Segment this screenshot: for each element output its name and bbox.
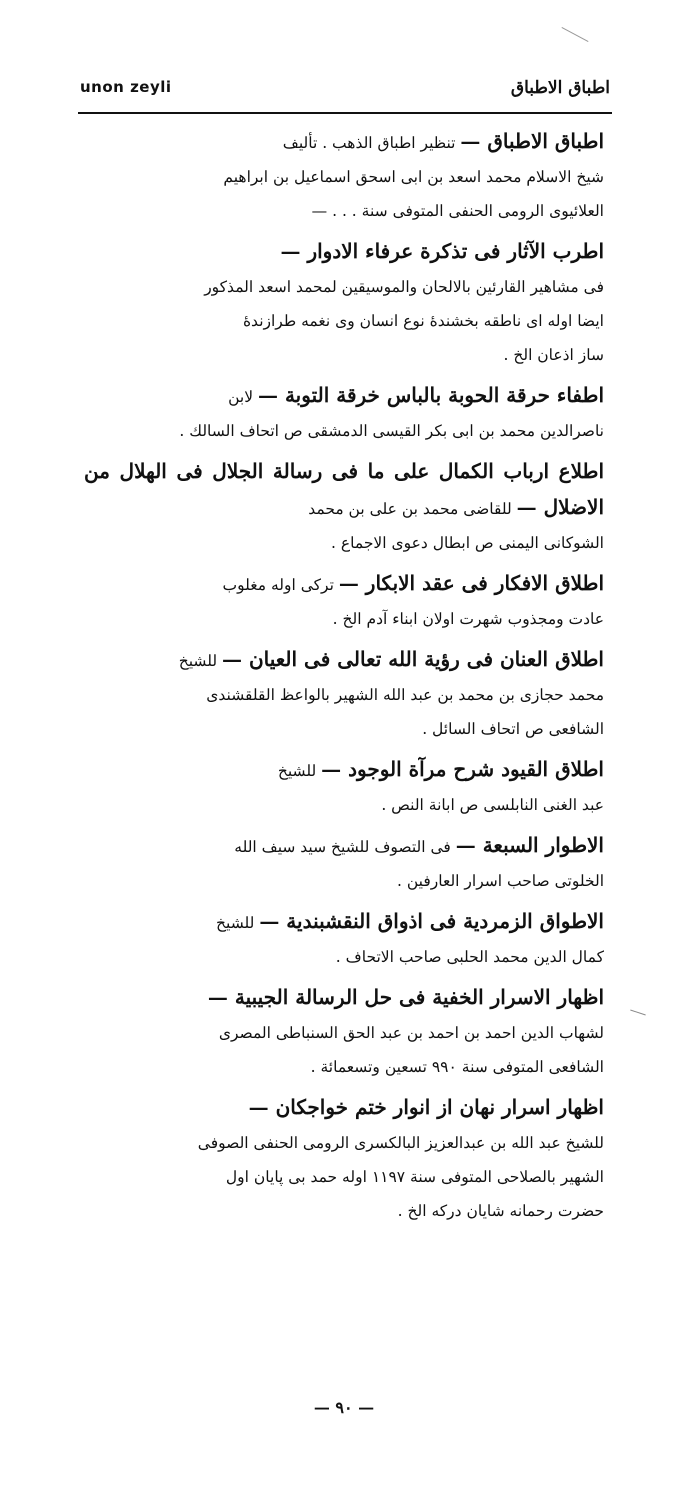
entry-text: ناصرالدين محمد بن ابى بكر القيسى الدمشقى ص اتحاف السالك . <box>179 422 604 440</box>
entry-title: اطرب الآثار فى تذكرة عرفاء الادوار — <box>280 239 604 263</box>
entry-text: محمد حجازى بن محمد بن عبد الله الشهير بالواعظ القلقشندى <box>206 686 604 704</box>
entry-text: الشهير بالصلاحى المتوفى سنة ۱۱۹۷ اوله حمد بى پايان اول <box>225 1168 604 1186</box>
entry-text: للشيخ عبد الله بن عبدالعزيز البالكسرى الرومى الحنفى الصوفى <box>197 1134 604 1152</box>
entry-title: اطلاق العنان فى رؤية الله تعالى فى العيان — <box>222 647 604 671</box>
entry-title: اظهار الاسرار الخفية فى حل الرسالة الجيبية — <box>207 985 604 1009</box>
entry-text: لابن <box>228 388 254 406</box>
entry-title: اطفاء حرقة الحوبة بالباس خرقة التوبة — <box>257 383 604 407</box>
entry-text: ايضا اوله اى ناطقه بخشندهٔ نوع انسان وى نغمه طرازندهٔ <box>242 312 604 330</box>
entry-title: اطلاق القيود شرح مرآة الوجود — <box>321 757 604 781</box>
entry-title: الاطوار السبعة — <box>455 833 604 857</box>
entry-text: فى مشاهير القارئين بالالحان والموسيقين لمحمد اسعد المذكور <box>204 278 604 296</box>
entry-text: عبد الغنى النابلسى ص ابانة النص . <box>381 796 604 814</box>
entry-text: للشيخ <box>178 652 218 670</box>
entry-itfa <box>84 378 604 448</box>
entry-title: اطلاع ارباب الكمال على ما فى رسالة الجلال فى الهلال من الاضلال — <box>84 459 604 519</box>
entry-atwar <box>84 828 604 898</box>
entry-title: اطلاق الافكار فى عقد الابكار — <box>338 571 604 595</box>
running-head-title: اطباق الاطباق <box>510 78 610 98</box>
entry-title: الاطواق الزمردية فى اذواق النقشبندية — <box>259 909 604 933</box>
entry-text: للشيخ <box>216 914 255 932</box>
entry-ittila <box>84 454 604 560</box>
running-head-left: unon zeyli <box>80 78 172 96</box>
entry-text: تنظير اطباق الذهب . تأليف <box>282 134 456 152</box>
entry-text: لشهاب الدين احمد بن احمد بن عبد الحق السنباطى المصرى <box>218 1024 604 1042</box>
entry-atwaq <box>84 904 604 974</box>
entry-itlaq-inan <box>84 642 604 746</box>
entry-text: عادت ومجذوب شهرت اولان ابناء آدم الخ . <box>332 610 604 628</box>
running-head <box>80 78 610 102</box>
entry-text: الشوكانى اليمنى ص ابطال دعوى الاجماع . <box>331 534 604 552</box>
entry-text: للقاضى محمد بن على بن محمد <box>308 500 512 518</box>
entry-text: فى التصوف للشيخ سيد سيف الله <box>234 838 451 856</box>
entry-izhar-khafiya <box>84 980 604 1084</box>
entry-title: اظهار اسرار نهان از انوار ختم خواجكان — <box>248 1095 604 1119</box>
entry-text: العلائيوى الرومى الحنفى المتوفى سنة . . . — <box>311 202 604 220</box>
page-number: — ۹۰ — <box>313 1398 375 1417</box>
entry-itlaq-quyud <box>84 752 604 822</box>
entry-text: تركى اوله مغلوب <box>222 576 334 594</box>
entry-itbaq <box>84 124 604 228</box>
entry-text: للشيخ <box>277 762 317 780</box>
entry-atrab <box>84 234 604 372</box>
header-rule <box>78 112 612 114</box>
margin-mark <box>630 1010 646 1016</box>
entries-list <box>84 124 604 1234</box>
entry-title: اطباق الاطباق — <box>460 129 604 153</box>
entry-text: الشافعى المتوفى سنة ۹۹۰ تسعين وتسعمائة . <box>310 1058 604 1076</box>
entry-izhar-nihan <box>84 1090 604 1228</box>
scan-corner-mark <box>562 27 589 42</box>
entry-text: حضرت رحمانه شايان دركه الخ . <box>397 1202 604 1220</box>
entry-text: ساز اذعان الخ . <box>503 346 604 364</box>
entry-text: شيخ الاسلام محمد اسعد بن ابى اسحق اسماعيل بن ابراهيم <box>223 168 604 186</box>
entry-text: الخلوتى صاحب اسرار العارفين . <box>397 872 604 890</box>
entry-text: الشافعى ص اتحاف السائل . <box>422 720 604 738</box>
entry-text: كمال الدين محمد الحلبى صاحب الاتحاف . <box>335 948 604 966</box>
entry-itlaq-afkar <box>84 566 604 636</box>
